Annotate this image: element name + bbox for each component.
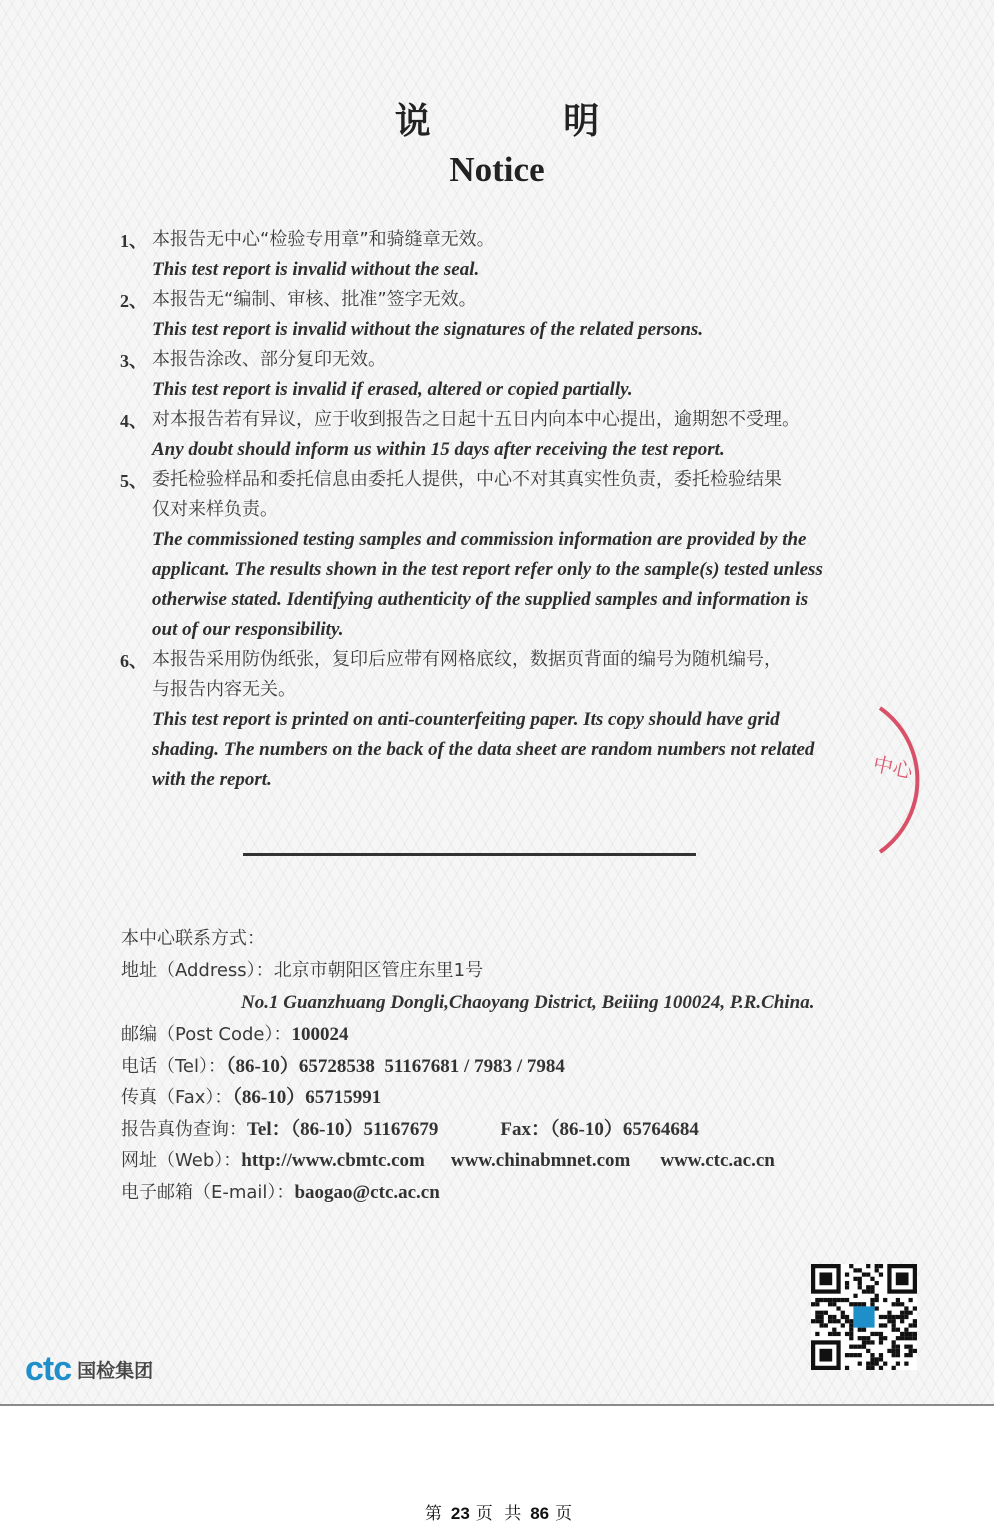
notice-text-cn: 仅对来样负责。 bbox=[152, 499, 278, 520]
notice-number: 4、 bbox=[120, 411, 147, 431]
notice-number: 3、 bbox=[120, 351, 147, 371]
footer-prefix: 第 bbox=[424, 1504, 445, 1524]
tel-value: （86-10）65728538 51167681 / 7983 / 7984 bbox=[226, 1055, 565, 1077]
notice-item bbox=[120, 405, 880, 465]
tel-label: 电话（Tel）： bbox=[121, 1055, 227, 1077]
logo-text: 国检集团 bbox=[77, 1359, 154, 1382]
verify-label: 报告真伪查询： bbox=[121, 1118, 247, 1140]
notice-text-en: This test report is invalid if erased, altered or copied partially. bbox=[152, 379, 633, 400]
fax-label: 传真（Fax）： bbox=[121, 1087, 233, 1108]
footer-page-number: 23 bbox=[450, 1504, 470, 1523]
notice-text-cn: 本报告采用防伪纸张，复印后应带有网格底纹，数据页背面的编号为随机编号， bbox=[152, 649, 782, 670]
divider-line bbox=[243, 853, 696, 856]
logo-mark: ctc bbox=[25, 1350, 72, 1388]
notice-number: 6、 bbox=[120, 651, 147, 671]
notice-text-en: otherwise stated. Identifying authenticity of the supplied samples and information is bbox=[152, 589, 809, 610]
address-en: No.1 Guanzhuang Dongli,Chaoyang District, Beiiing 100024, P.R.China. bbox=[241, 992, 815, 1013]
fax-value: （86-10）65715991 bbox=[232, 1087, 382, 1108]
notice-text-cn: 与报告内容无关。 bbox=[152, 679, 296, 700]
notice-item bbox=[120, 225, 880, 285]
notice-number: 5、 bbox=[120, 471, 147, 491]
notice-text-en: shading. The numbers on the back of the data sheet are random numbers not related bbox=[152, 739, 815, 760]
ctc-logo bbox=[25, 1352, 153, 1386]
verify-tel: Tel：（86-10）51167679 bbox=[247, 1118, 439, 1140]
title-chinese: 说 明 bbox=[394, 100, 660, 142]
address-label: 地址（Address）： bbox=[121, 959, 274, 981]
red-seal-stamp bbox=[840, 700, 980, 860]
web-link-2[interactable]: www.chinabmnet.com bbox=[450, 1150, 631, 1171]
qr-code-icon bbox=[811, 1264, 917, 1370]
contact-heading: 本中心联系方式： bbox=[121, 928, 265, 949]
notice-number: 2、 bbox=[120, 291, 147, 311]
notice-text-en: Any doubt should inform us within 15 days after receiving the test report. bbox=[152, 439, 725, 460]
footer-mid: 页 共 bbox=[475, 1504, 525, 1524]
title-english: Notice bbox=[449, 150, 545, 189]
email-value[interactable]: baogao@ctc.ac.cn bbox=[294, 1181, 440, 1203]
notice-item bbox=[120, 345, 880, 405]
notice-text-cn: 对本报告若有异议，应于收到报告之日起十五日内向本中心提出，逾期恕不受理。 bbox=[152, 409, 800, 430]
web-link-3[interactable]: www.ctc.ac.cn bbox=[660, 1150, 775, 1171]
notice-item bbox=[120, 645, 880, 795]
notice-text-en: applicant. The results shown in the test report refer only to the sample(s) tested unless bbox=[152, 559, 823, 580]
notice-item bbox=[120, 465, 880, 645]
verify-fax: Fax：（86-10）65764684 bbox=[500, 1118, 699, 1140]
seal-text: 中心 bbox=[870, 751, 915, 784]
postcode-value: 100024 bbox=[291, 1024, 349, 1045]
contact-info bbox=[121, 923, 901, 1208]
footer-suffix: 页 bbox=[555, 1504, 576, 1524]
email-label: 电子邮箱（E-mail）： bbox=[121, 1181, 295, 1203]
postcode-label: 邮编（Post Code）： bbox=[121, 1024, 292, 1045]
notice-item bbox=[120, 285, 880, 345]
address-cn: 北京市朝阳区管庄东里1号 bbox=[273, 959, 484, 981]
web-label: 网址（Web）： bbox=[121, 1150, 242, 1171]
notice-text-cn: 委托检验样品和委托信息由委托人提供，中心不对其真实性负责，委托检验结果 bbox=[152, 469, 782, 490]
web-link-1[interactable]: http://www.cbmtc.com bbox=[241, 1150, 425, 1171]
page-footer bbox=[0, 1499, 1000, 1524]
notice-text-en: out of our responsibility. bbox=[152, 619, 344, 640]
notice-number: 1、 bbox=[120, 231, 147, 251]
notice-text-en: This test report is invalid without the seal. bbox=[152, 259, 480, 280]
notice-list bbox=[120, 225, 880, 795]
notice-text-cn: 本报告无“编制、审核、批准”签字无效。 bbox=[152, 289, 477, 310]
notice-text-en: with the report. bbox=[152, 769, 272, 790]
notice-text-cn: 本报告无中心“检验专用章”和骑缝章无效。 bbox=[152, 229, 495, 250]
footer-total-pages: 86 bbox=[530, 1504, 550, 1523]
notice-text-cn: 本报告涂改、部分复印无效。 bbox=[152, 349, 386, 370]
notice-text-en: This test report is invalid without the signatures of the related persons. bbox=[152, 319, 704, 340]
notice-text-en: This test report is printed on anti-counterfeiting paper. Its copy should have grid bbox=[152, 709, 780, 730]
notice-text-en: The commissioned testing samples and commission information are provided by the bbox=[152, 529, 807, 550]
